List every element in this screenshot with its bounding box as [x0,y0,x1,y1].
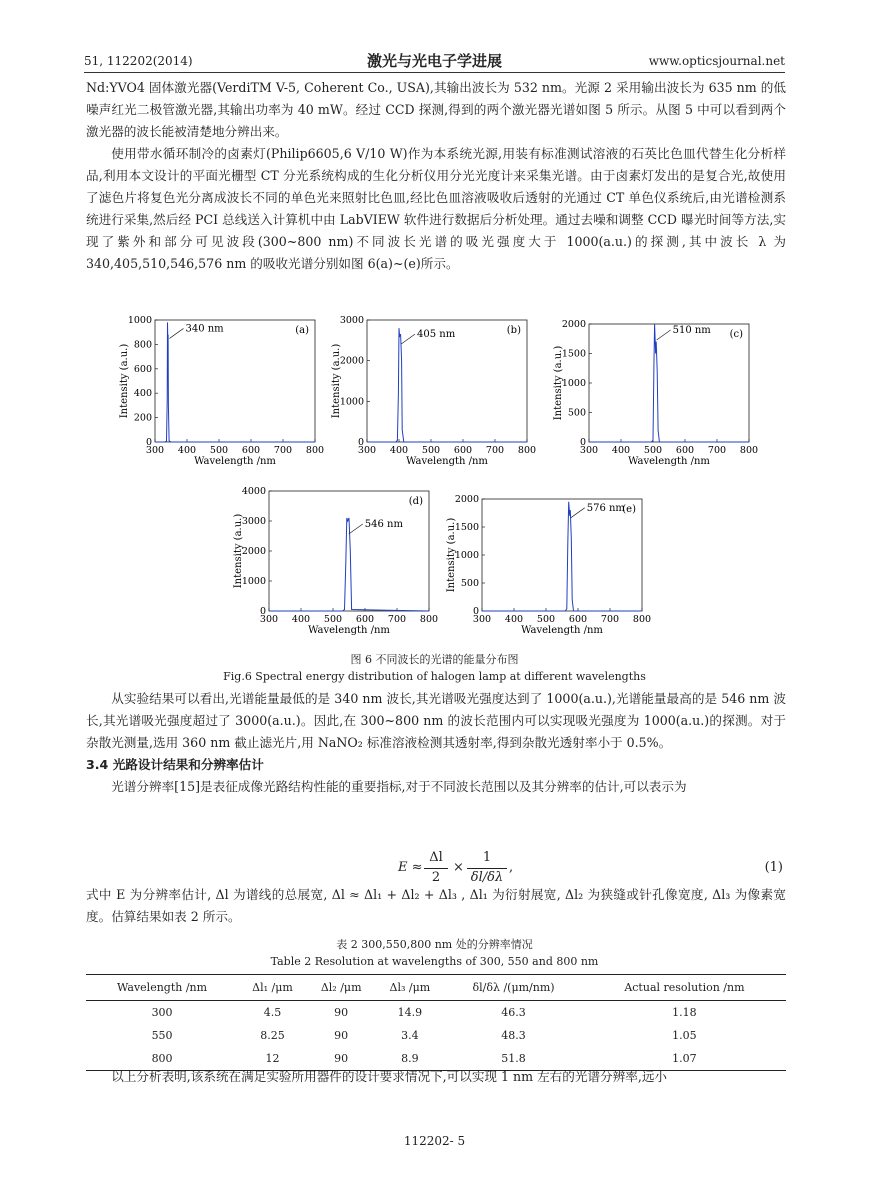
paragraph-2: 使用带水循环制冷的卤素灯(Philip6605,6 V/10 W)作为本系统光源,用装有标准测试溶液的石英比色皿代替生化分析样品,利用本文设计的平面光栅型 CT 分光系统构成的生化分析仪用分光光度计来采集光谱。由于卤素灯发出的是复合光,故使用了滤色片将复色光分离成波长不同的单色光来照射比色皿,经比色皿溶液吸收后透射的光通过 CT 单色仪系统后,由光谱检测系统进行采集,然后经 PCI 总线送入计算机中由 LabVIEW 软件进行数据后分析处理。通过去噪和调整 CCD 曝光时间等方法,实现了紫外和部分可见波段(300~800 nm)不同波长光谱的吸光强度大于 1000(a.u.)的探测,其中波长 λ 为 340,405,510,546,576 nm 的吸收光谱分别如图 6(a)~(e)所示。 [86,146,786,271]
x-tick-label: 500 [323,614,343,625]
header-rule [84,72,785,73]
eq-num1: Δl [429,850,443,865]
table-cell: 90 [307,1047,376,1071]
x-tick-label: 400 [389,445,409,456]
body-text-top [86,77,786,275]
journal-title: 激光与光电子学进展 [366,52,502,70]
y-tick-label: 0 [259,606,266,617]
table-cell: 1.18 [672,1006,697,1019]
table-caption-en: Table 2 Resolution at wavelengths of 300, 550 and 800 nm [270,955,599,968]
y-tick-label: 1000 [561,378,586,389]
x-tick-label: 500 [209,445,229,456]
plot-frame [269,491,429,611]
table-2 [86,974,786,1071]
col-header: Δl₃ /μm [376,975,445,1001]
panel-label: (e) [622,504,636,515]
table-cell: 1.07 [583,1047,786,1071]
y-axis-label: Intensity (a.u.) [553,345,564,421]
y-tick-label: 1000 [127,315,152,326]
x-axis-label: Wavelength /nm [194,456,276,467]
page-number: 112202- 5 [403,1134,466,1148]
table-cell: 90 [334,1029,349,1042]
journal-url: www.opticsjournal.net [648,54,785,68]
table-cell: 46.3 [501,1006,526,1019]
x-tick-label: 600 [568,614,588,625]
x-axis-label: Wavelength /nm [308,625,390,636]
chart-panel-c [553,319,758,467]
y-tick-label: 800 [133,339,152,351]
x-tick-label: 300 [579,445,599,456]
y-tick-label: 2000 [241,546,266,557]
x-tick-label: 700 [273,445,293,456]
figure-6 [0,310,869,650]
col-header: Δl₂ /μm [307,975,376,1001]
y-tick-label: 1500 [454,522,479,533]
y-tick-label: 2000 [561,319,586,330]
table-cell: 300 [151,1006,173,1019]
x-tick-label: 700 [387,614,407,625]
paragraph-6: 以上分析表明,该系统在满足实验所用器件的设计要求情况下,可以实现 1 nm 左右的光谱分辨率,远小 [111,1069,668,1084]
y-tick-label: 200 [133,412,152,424]
spectrum-line [269,518,429,611]
eq-lhs: E ≈ [398,860,423,875]
table-cell: 14.9 [397,1006,423,1019]
annotation-arrow [349,524,363,534]
eq-num2: 1 [482,850,492,865]
x-tick-label: 800 [305,445,325,456]
x-tick-label: 600 [675,445,695,456]
spectrum-line [155,322,315,442]
section-heading: 3.4 光路设计结果和分辨率估计 [86,757,264,772]
x-tick-label: 600 [453,445,473,456]
table-row [86,1024,786,1047]
table-cell: 51.8 [444,1047,583,1071]
y-axis-label: Intensity (a.u.) [331,343,342,419]
peak-label: 510 nm [672,325,711,336]
annotation-arrow [571,508,585,518]
y-axis-label: Intensity (a.u.) [233,513,244,589]
peak-label: 405 nm [417,329,456,341]
x-tick-label: 300 [259,614,279,625]
eq-tail: , [509,860,514,875]
journal-volume: 51, 112202(2014) [84,54,193,68]
spectrum-line [482,502,642,611]
eq-den1: 2 [431,870,441,885]
plot-frame [589,324,749,442]
table-caption-cn: 表 2 300,550,800 nm 处的分辨率情况 [336,938,533,951]
y-axis-label: Intensity (a.u.) [119,343,130,419]
y-tick-label: 4000 [241,486,266,497]
x-tick-label: 300 [145,445,165,456]
table-cell: 4.5 [263,1006,282,1019]
x-tick-label: 800 [632,614,652,625]
x-axis-label: Wavelength /nm [628,456,710,467]
table-cell: 12 [238,1047,307,1071]
body-text-eq-explain [86,884,786,928]
x-tick-label: 700 [485,445,505,456]
panel-label: (d) [408,496,423,507]
x-tick-label: 400 [291,614,311,625]
y-tick-label: 1000 [454,550,479,561]
y-tick-label: 0 [357,437,364,448]
paragraph-4: 光谱分辨率[15]是表征成像光路结构性能的重要指标,对于不同波长范围以及其分辨率的估计,可以表示为 [111,779,687,794]
annotation-arrow [401,334,415,344]
y-tick-label: 3000 [241,516,266,527]
annotation-arrow [169,328,183,338]
x-tick-label: 700 [600,614,620,625]
peak-label: 576 nm [586,502,625,514]
col-header: Wavelength /nm [86,975,238,1001]
y-tick-label: 1000 [241,576,266,587]
eq-number: (1) [764,860,783,875]
eq-den2: δl/δλ [470,870,504,885]
col-header: Δl₁ /μm [238,975,307,1001]
table-cell: 48.3 [501,1029,526,1042]
x-tick-label: 600 [355,614,375,625]
y-tick-label: 2000 [339,355,364,367]
peak-label: 340 nm [185,323,224,335]
y-tick-label: 1500 [561,348,586,360]
y-tick-label: 600 [133,363,152,375]
spectrum-line [367,328,527,442]
table-cell: 8.9 [376,1047,445,1071]
figure-caption-en: Fig.6 Spectral energy distribution of halogen lamp at different wavelengths [223,670,646,683]
y-tick-label: 400 [133,388,152,400]
x-axis-label: Wavelength /nm [406,456,488,467]
chart-panel-b [331,315,536,467]
table-cell: 1.05 [672,1029,697,1042]
panel-label: (b) [506,325,521,336]
x-tick-label: 800 [739,445,759,456]
x-tick-label: 500 [536,614,556,625]
x-tick-label: 400 [177,445,197,456]
table-cell: 550 [151,1029,173,1042]
panel-label: (c) [729,329,743,340]
y-tick-label: 0 [579,437,586,448]
x-tick-label: 300 [472,614,492,625]
table-cell: 8.25 [260,1029,285,1042]
x-tick-label: 500 [421,445,441,456]
body-text-middle [86,688,786,798]
table-cell: 800 [86,1047,238,1071]
body-text-bottom [86,1066,786,1088]
y-tick-label: 500 [460,578,479,589]
y-tick-label: 500 [567,407,586,419]
paragraph-3: 从实验结果可以看出,光谱能量最低的是 340 nm 波长,其光谱吸光强度达到了 1000(a.u.),光谱能量最高的是 546 nm 波长,其光谱吸光强度超过了 3000(a.u.)。因此,在 300~800 nm 的波长范围内可以实现吸光强度为 1000(a.u.)的探测。对于杂散光测量,选用 360 nm 截止滤光片,用 NaNO₂ 标准溶液检测其透射率,得到杂散光透射率小于 0.5%。 [86,691,786,750]
y-tick-label: 1000 [339,396,364,408]
x-tick-label: 800 [517,445,537,456]
y-tick-label: 0 [472,606,479,617]
y-tick-label: 3000 [339,315,364,326]
spectrum-line [589,324,749,442]
chart-panel-e [446,494,651,636]
x-tick-label: 400 [611,445,631,456]
x-axis-label: Wavelength /nm [521,625,603,636]
x-tick-label: 300 [357,445,377,456]
table-header-row [86,975,786,1001]
plot-frame [482,499,642,611]
panel-label: (a) [295,325,309,336]
chart-panel-a [119,315,324,467]
table-cell: 90 [334,1006,349,1019]
y-tick-label: 2000 [454,494,479,505]
chart-panel-d [233,486,438,636]
x-tick-label: 500 [643,445,663,456]
x-tick-label: 700 [707,445,727,456]
x-tick-label: 800 [419,614,439,625]
col-header: Actual resolution /nm [583,975,786,1001]
annotation-arrow [657,330,671,340]
eq-times: × [453,860,464,875]
plot-frame [155,320,315,442]
y-axis-label: Intensity (a.u.) [446,517,457,593]
table-row [86,1001,786,1025]
y-tick-label: 0 [145,437,152,448]
col-header: δl/δλ /(μm/nm) [444,975,583,1001]
table-cell: 3.4 [401,1029,419,1042]
x-tick-label: 400 [504,614,524,625]
figure-caption-cn: 图 6 不同波长的光谱的能量分布图 [350,653,519,666]
peak-label: 546 nm [364,519,403,530]
x-tick-label: 600 [241,445,261,456]
running-header [84,50,785,72]
paragraph-5: 式中 E 为分辨率估计, Δl 为谱线的总展宽, Δl ≈ Δl₁ + Δl₂ + Δl₃ , Δl₁ 为衍射展宽, Δl₂ 为狭缝或针孔像宽度, Δl₃ 为像素宽度。估算结果如表 2 所示。 [86,887,786,924]
paragraph-1: Nd:YVO4 固体激光器(VerdiTM V-5, Coherent Co., USA),其输出波长为 532 nm。光源 2 采用输出波长为 635 nm 的低噪声红光二极管激光器,其输出功率为 40 mW。经过 CCD 探测,得到的两个激光器光谱如图 5 所示。从图 5 中可以看到两个激光器的波长能被清楚地分辨出来。 [86,80,786,139]
